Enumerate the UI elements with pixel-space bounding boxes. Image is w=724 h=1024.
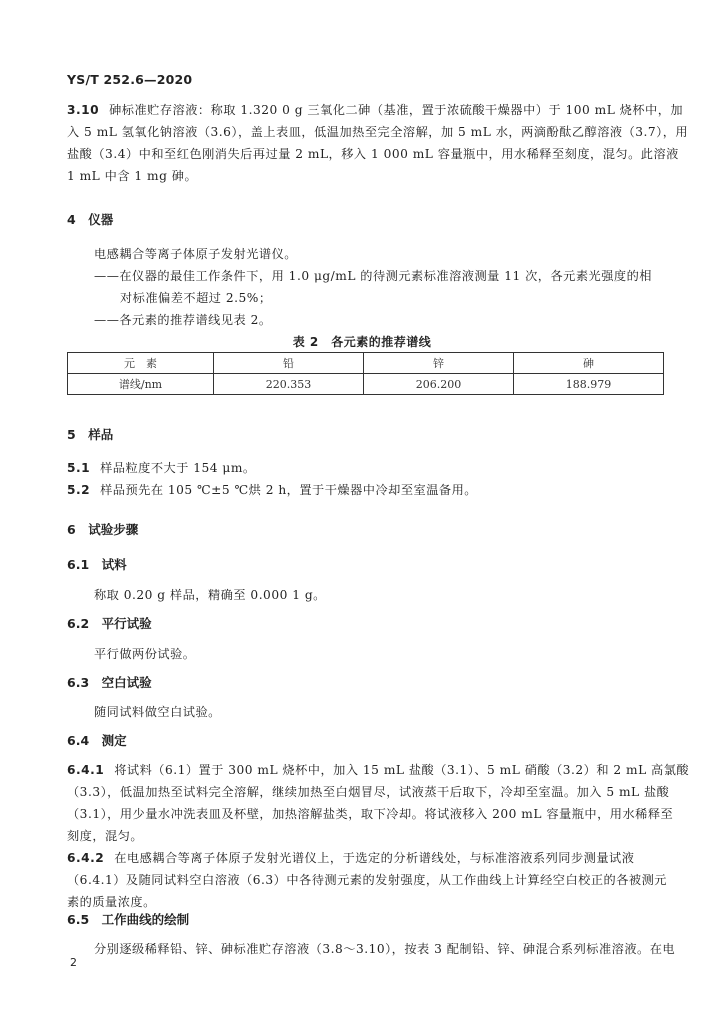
- clause-3-10: [67, 99, 688, 187]
- subsection-heading: 6.4 测定: [67, 733, 127, 748]
- clause-number: 5.1: [67, 461, 91, 475]
- table-cell: 铅: [214, 353, 364, 374]
- clause-6-4-2: [67, 847, 667, 913]
- subsection-paragraph: 平行做两份试验。: [94, 647, 196, 661]
- clause-6-4-1: [67, 759, 689, 847]
- clause-number: 5.2: [67, 483, 91, 497]
- clause-text-line: 入 5 mL 氢氧化钠溶液（3.6），盖上表皿，低温加热至完全溶解，加 5 mL 水，两滴酚酞乙醇溶液（3.7），用: [67, 125, 689, 139]
- section-heading-sample: 5 样品: [67, 427, 114, 442]
- clause-5-2: [67, 479, 477, 501]
- clause-number: 6.4.1: [67, 763, 105, 777]
- clause-text-line: 样品预先在 105 ℃±5 ℃烘 2 h，置于干燥器中冷却至室温备用。: [100, 483, 477, 497]
- clause-text-line: （6.4.1）及随同试料空白溶液（6.3）中各待测元素的发射强度，从工作曲线上计算经空白校正的各被测元: [67, 873, 667, 887]
- instrument-bullet-continued: 对标准偏差不超过 2.5%；: [120, 291, 272, 305]
- clause-number: 6.4.2: [67, 851, 105, 865]
- clause-text-line: 盐酸（3.4）中和至红色刚消失后再过量 2 mL，移入 1 000 mL 容量瓶中，用水稀释至刻度，混匀。此溶液: [67, 147, 679, 161]
- page-number: 2: [70, 956, 77, 969]
- subsection-paragraph: 称取 0.20 g 样品，精确至 0.000 1 g。: [94, 588, 326, 602]
- clause-text-line: 在电感耦合等离子体原子发射光谱仪上，于选定的分析谱线处，与标准溶液系列同步测量试液: [114, 851, 635, 865]
- instrument-bullet: ——在仪器的最佳工作条件下，用 1.0 μg/mL 的待测元素标准溶液测量 11 次，各元素光强度的相: [94, 269, 652, 283]
- table-cell: 锌: [364, 353, 514, 374]
- clause-text-line: 1 mL 中含 1 mg 砷。: [67, 169, 198, 183]
- subsection-paragraph: 随同试料做空白试验。: [94, 705, 221, 719]
- table-row: [68, 353, 664, 374]
- table-cell: 谱线/nm: [68, 374, 214, 395]
- clause-5-1: [67, 457, 256, 479]
- subsection-heading: 6.1 试料: [67, 557, 127, 572]
- table-cell: 砷: [514, 353, 664, 374]
- clause-text-line: （3.1），用少量水冲洗表皿及杯壁，加热溶解盐类，取下冷却。将试液移入 200 mL 容量瓶中，用水稀释至: [67, 807, 674, 821]
- subsection-heading: 6.3 空白试验: [67, 675, 152, 690]
- section-heading-procedure: 6 试验步骤: [67, 522, 139, 537]
- clause-number: 3.10: [67, 103, 100, 117]
- clause-text-line: 素的质量浓度。: [67, 895, 156, 909]
- clause-text-line: （3.3），低温加热至试料完全溶解，继续加热至白烟冒尽，试液蒸干后取下，冷却至室温。加入 5 mL 盐酸: [67, 785, 670, 799]
- instrument-bullet: ——各元素的推荐谱线见表 2。: [94, 313, 272, 327]
- subsection-heading: 6.2 平行试验: [67, 616, 152, 631]
- subsection-paragraph: 分别逐级稀释铅、锌、砷标准贮存溶液（3.8～3.10），按表 3 配制铅、锌、砷混合系列标准溶液。在电: [94, 942, 676, 956]
- clause-text-line: 刻度，混匀。: [67, 829, 144, 843]
- section-heading-instruments: 4 仪器: [67, 212, 114, 227]
- table-caption: 表 2 各元素的推荐谱线: [292, 335, 432, 349]
- clause-text-line: 砷标准贮存溶液：称取 1.320 0 g 三氧化二砷（基准，置于浓硫酸干燥器中）于 100 mL 烧杯中，加: [109, 103, 684, 117]
- table-cell: 元 素: [68, 353, 214, 374]
- table-cell: 206.200: [364, 374, 514, 395]
- standard-header: YS/T 252.6—2020: [67, 72, 193, 87]
- subsection-heading: 6.5 工作曲线的绘制: [67, 912, 190, 927]
- clause-text-line: 样品粒度不大于 154 μm。: [100, 461, 256, 475]
- table-cell: 188.979: [514, 374, 664, 395]
- table-row: [68, 374, 664, 395]
- table-cell: 220.353: [214, 374, 364, 395]
- clause-text-line: 将试料（6.1）置于 300 mL 烧杯中，加入 15 mL 盐酸（3.1）、5 mL 硝酸（3.2）和 2 mL 高氯酸: [114, 763, 690, 777]
- instrument-paragraph: 电感耦合等离子体原子发射光谱仪。: [94, 247, 297, 261]
- spectral-line-table: [67, 352, 664, 395]
